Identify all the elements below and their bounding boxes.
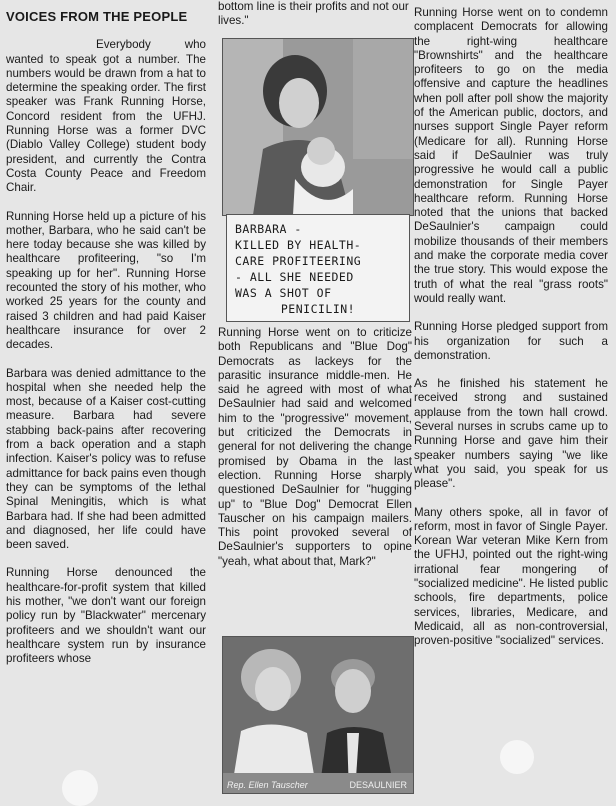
caption-line: WAS A SHOT OF	[235, 286, 332, 300]
paragraph: Barbara was denied admittance to the hospital when she needed help the most, because of a Kaiser cost-cutting measure. Barbara had severe stabbing back-pains after recovering from a back operation and a staph infection. Kaiser's policy was to refuse admittance for back pains even though they can be symptoms of the lethal Spinal Meningitis, which is what Barbara had. If she had been admitted and diagnosed, her life could have been saved.	[6, 366, 206, 552]
section-headline: VOICES FROM THE PEOPLE	[6, 9, 188, 24]
photo-two-people-image	[223, 637, 413, 793]
photo-caption-handwritten	[226, 214, 410, 322]
paragraph: Many others spoke, all in favor of reform, most in favor of Single Payer. Korean War veteran Mike Kern from the UFHJ, pointed out the right-wing irrational fear mongering of "socialized medicine". He listed public schools, fire departments, police services, libraries, Medicare, and Medicaid, all as non-controversial, proven-positive "socialized" services.	[414, 505, 608, 648]
photo-label-right: DESAULNIER	[349, 780, 407, 790]
caption-line: BARBARA -	[235, 222, 302, 236]
caption-line: - ALL SHE NEEDED	[235, 270, 354, 284]
paragraph: As he finished his statement he received strong and sustained applause from the town hall crowd. Several nurses in scrubs came up to Running Horse and gave him their speaker numbers saying "we like what you said, you speak for us please".	[414, 377, 608, 491]
column-3	[414, 6, 608, 662]
photo-barbara-image	[223, 39, 413, 215]
column-top-fragment: bottom line is their profits and not our lives."	[218, 0, 409, 27]
punch-hole	[500, 740, 534, 774]
column-2	[218, 326, 412, 583]
column-1	[6, 10, 206, 680]
photo-barbara	[222, 38, 414, 216]
paragraph: Running Horse went on to criticize both Republicans and "Blue Dog" Democrats as lackeys for the parasitic insurance middle-men. He said he agreed with most of what DeSaulnier had said and welcomed him to the "progressive" movement, but criticized the Democrats in general for not delivering the change promised by Obama in the last election. Running Horse sharply questioned DeSaulnier for "hugging up" to "Blue Dog" Democrat Ellen Tauscher on his campaign mailers. This point provoked several of DeSaulnier's supporters to opine "yeah, what about that, Mark?"	[218, 326, 412, 568]
paragraph: Everybody who wanted to speak got a number. The numbers would be drawn from a hat to determine the speaking order. The first speaker was Frank Running Horse, Concord resident from the UFHJ. Running Horse was a former DVC (Diablo Valley College) student body president, and currently the Contra Costa County Peace and Freedom Chair.	[6, 38, 206, 195]
punch-hole	[62, 770, 98, 806]
paragraph: Running Horse denounced the healthcare-for-profit system that killed his mother, "we don't want our foreign policy run by "Blackwater" mercenary profiteers and we shouldn't want our healthcare system run by insurance profiteers whose	[6, 566, 206, 666]
caption-line: CARE PROFITEERING	[235, 254, 362, 268]
photo-tauscher-desaulnier	[222, 636, 414, 794]
paragraph: Running Horse pledged support from his organization for such a demonstration.	[414, 320, 608, 362]
paragraph: Running Horse went on to condemn complacent Democrats for allowing the right-wing healthcare "Brownshirts" and the healthcare profiteers to go on the media offensive and capture the headlines when poll after poll show the majority of the American public, doctors, and nurses support Single Payer reform (Medicare for all). Running Horse said if DeSaulnier was truly progressive he would call a public demonstration for Single Payer healthcare reform. Running Horse noted that the unions that backed DeSaulnier's campaign could mobilize thousands of their members and make the corporate media cover the true story. This would expose the truth of what the real "grass roots" would really want.	[414, 6, 608, 305]
caption-line: KILLED BY HEALTH-	[235, 238, 362, 252]
photo-label-left: Rep. Ellen Tauscher	[227, 780, 308, 790]
paragraph: Running Horse held up a picture of his mother, Barbara, who he said can't be here today because she was killed by healthcare profiteering, "so I'm speaking up for her". Running Horse recounted the story of his mother, who worked 25 years for the county and raised 3 children and had paid Kaiser healthcare insurance for over 2 decades.	[6, 209, 206, 352]
caption-line: PENICILIN!	[280, 302, 356, 316]
